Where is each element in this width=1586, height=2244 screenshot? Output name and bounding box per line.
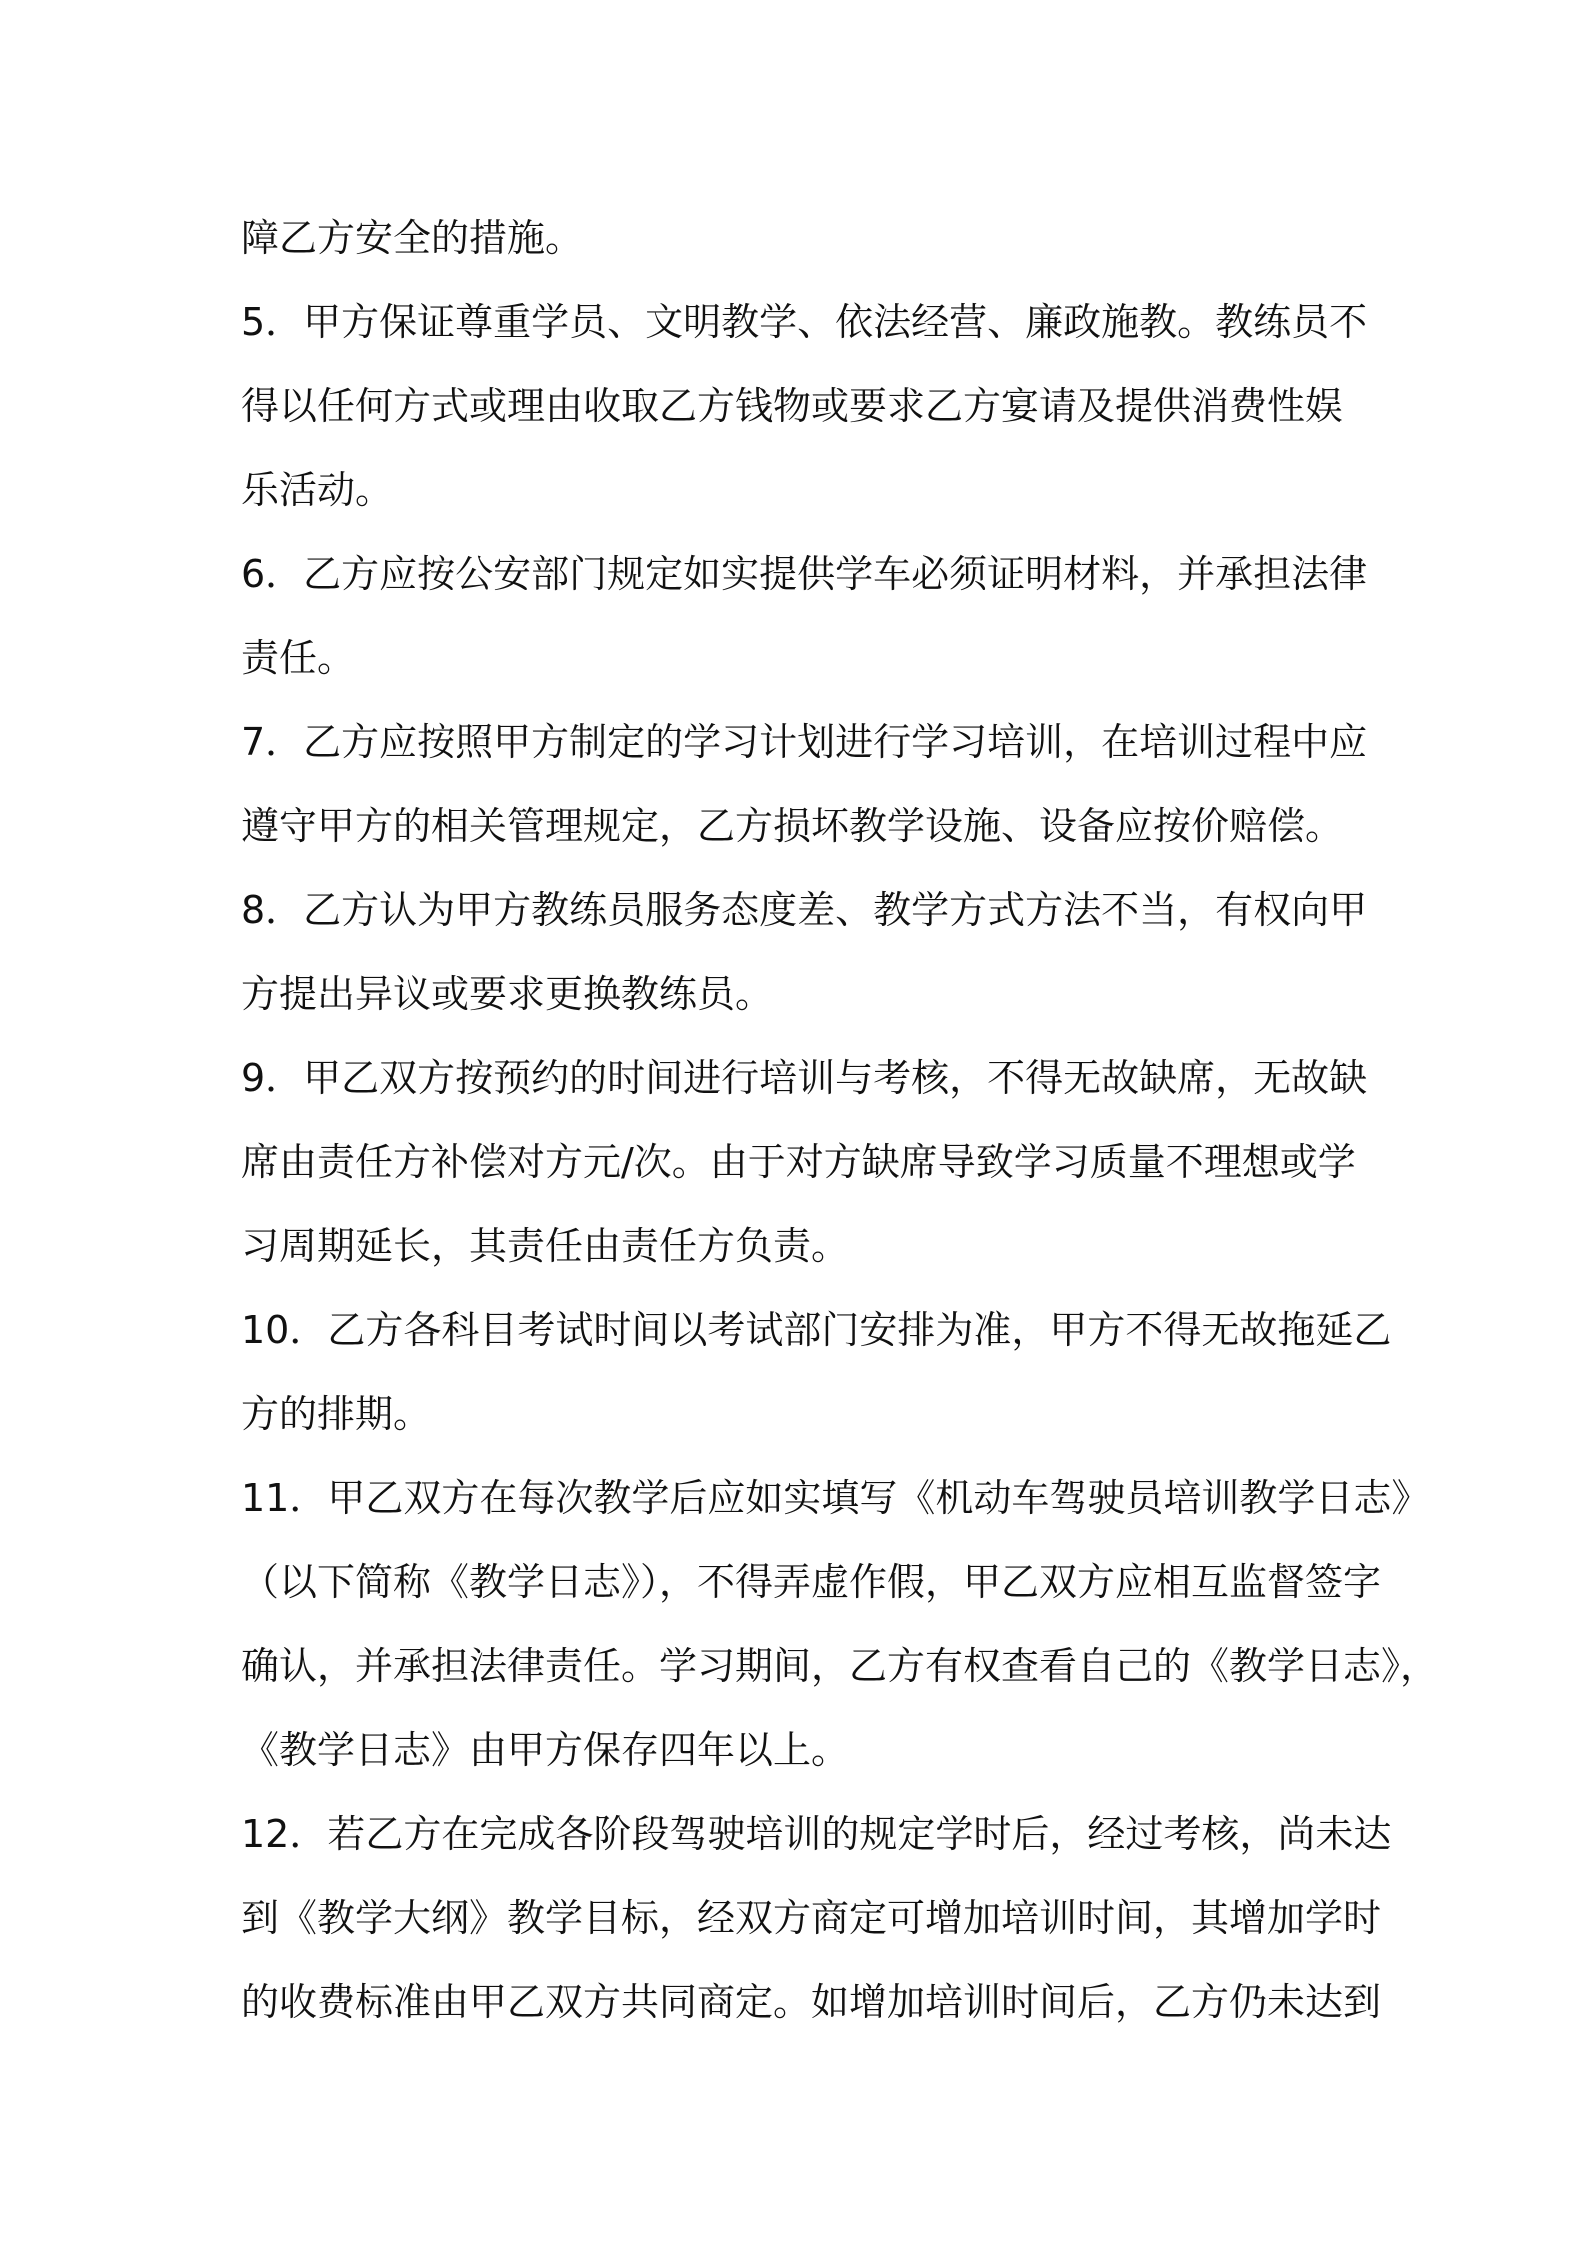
text-line: 11．甲乙双方在每次教学后应如实填写《机动车驾驶员培训教学日志》 — [241, 1476, 1430, 1520]
text-line: 遵守甲方的相关管理规定，乙方损坏教学设施、设备应按价赔偿。 — [241, 804, 1344, 848]
text-line: 8．乙方认为甲方教练员服务态度差、教学方式方法不当，有权向甲 — [241, 888, 1368, 932]
text-line: 习周期延长，其责任由责任方负责。 — [241, 1224, 850, 1268]
text-line: 《教学日志》由甲方保存四年以上。 — [241, 1728, 850, 1772]
text-line: 得以任何方式或理由收取乙方钱物或要求乙方宴请及提供消费性娱 — [241, 384, 1344, 428]
text-line: 方提出异议或要求更换教练员。 — [241, 972, 774, 1016]
text-line: 5．甲方保证尊重学员、文明教学、依法经营、廉政施教。教练员不 — [241, 300, 1368, 344]
text-line: 障乙方安全的措施。 — [241, 216, 584, 260]
contract-text-block — [241, 196, 1439, 2044]
text-line: 方的排期。 — [241, 1392, 432, 1436]
text-line: 7．乙方应按照甲方制定的学习计划进行学习培训，在培训过程中应 — [241, 720, 1368, 764]
text-line: 到《教学大纲》教学目标，经双方商定可增加培训时间，其增加学时 — [241, 1896, 1382, 1940]
text-line: 责任。 — [241, 636, 356, 680]
text-line: 12．若乙方在完成各阶段驾驶培训的规定学时后，经过考核，尚未达 — [241, 1812, 1392, 1856]
text-line: （以下简称《教学日志》），不得弄虚作假，甲乙双方应相互监督签字 — [241, 1560, 1382, 1604]
text-line: 的收费标准由甲乙双方共同商定。如增加培训时间后，乙方仍未达到 — [241, 1980, 1382, 2024]
text-line: 10．乙方各科目考试时间以考试部门安排为准，甲方不得无故拖延乙 — [241, 1308, 1392, 1352]
text-line: 乐活动。 — [241, 468, 394, 512]
text-line: 6．乙方应按公安部门规定如实提供学车必须证明材料，并承担法律 — [241, 552, 1368, 596]
text-line: 9．甲乙双方按预约的时间进行培训与考核，不得无故缺席，无故缺 — [241, 1056, 1368, 1100]
text-line: 席由责任方补偿对方元/次。由于对方缺席导致学习质量不理想或学 — [241, 1140, 1356, 1184]
text-line: 确认，并承担法律责任。学习期间，乙方有权查看自己的《教学日志》， — [241, 1644, 1439, 1688]
